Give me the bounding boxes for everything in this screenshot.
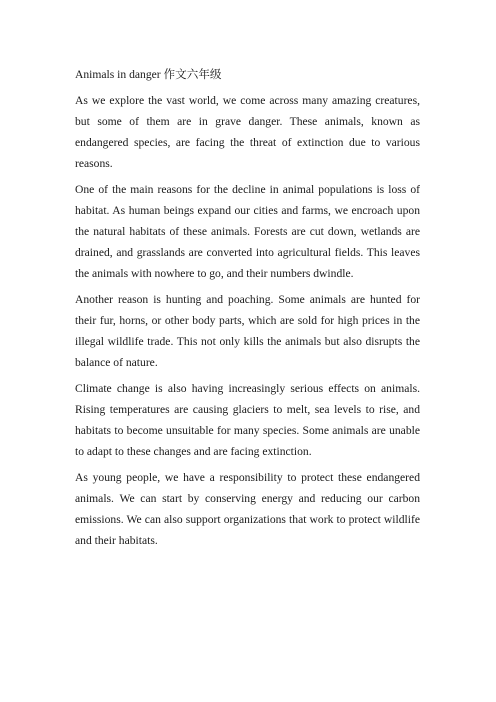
paragraph-habitat-loss: One of the main reasons for the decline in animal populations is loss of habitat. As human beings expand our cities and farms, we encroach upon the natural habitats of these animals. Forests are cut down, wetlands are drained, and grasslands are converted into agricultural fields. This leaves the animals with nowhere to go, and their numbers dwindle.	[75, 183, 420, 280]
paragraph-intro: As we explore the vast world, we come across many amazing creatures, but some of them are in grave danger. These animals, known as endangered species, are facing the threat of extinction due to various reasons.	[75, 94, 420, 170]
document-title: Animals in danger 作文六年级	[75, 68, 222, 81]
paragraph-responsibility: As young people, we have a responsibility to protect these endangered animals. We can start by conserving energy and reducing our carbon emissions. We can also support organizations that work to protect wildlife and their habitats.	[75, 471, 420, 547]
document-body	[75, 66, 420, 556]
paragraph-hunting-poaching: Another reason is hunting and poaching. Some animals are hunted for their fur, horns, or other body parts, which are sold for high prices in the illegal wildlife trade. This not only kills the animals but also disrupts the balance of nature.	[75, 293, 420, 369]
paragraph-climate-change: Climate change is also having increasingly serious effects on animals. Rising temperatures are causing glaciers to melt, sea levels to rise, and habitats to become unsuitable for many species. Some animals are unable to adapt to these changes and are facing extinction.	[75, 382, 420, 458]
